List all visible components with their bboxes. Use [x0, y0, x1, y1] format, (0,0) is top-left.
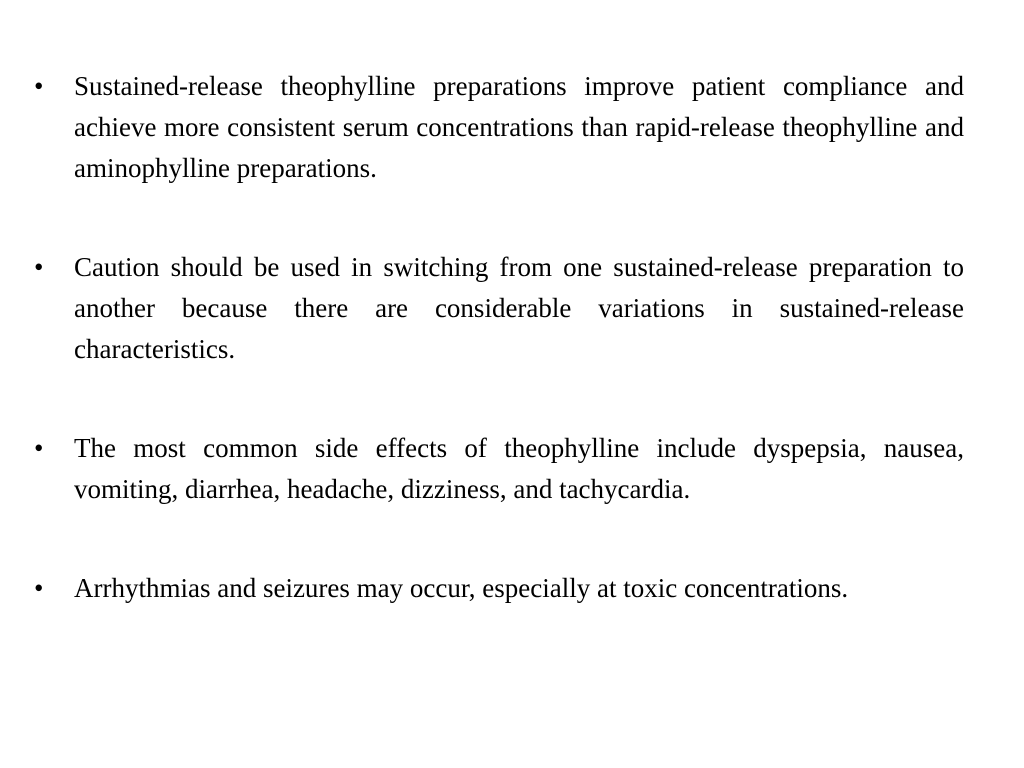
bullet-text: Sustained-release theophylline preparations improve patient compliance and achieve more consistent serum concentrations than rapid-release theophylline and aminophylline preparations. [74, 71, 964, 183]
bullet-item [34, 247, 964, 370]
bullet-text: The most common side effects of theophylline include dyspepsia, nausea, vomiting, diarrhea, headache, dizziness, and tachycardia. [74, 433, 964, 504]
bullet-item [34, 66, 964, 189]
bullet-dot-icon: • [34, 71, 44, 101]
bullet-list [34, 66, 964, 609]
bullet-dot-icon: • [34, 252, 44, 282]
bullet-text: Caution should be used in switching from one sustained-release preparation to another because there are considerable variations in sustained-release characteristics. [74, 252, 964, 364]
bullet-dot-icon: • [34, 573, 44, 603]
bullet-item [34, 428, 964, 510]
bullet-text: Arrhythmias and seizures may occur, especially at toxic concentrations. [74, 573, 849, 603]
bullet-dot-icon: • [34, 433, 44, 463]
bullet-item [34, 568, 964, 609]
